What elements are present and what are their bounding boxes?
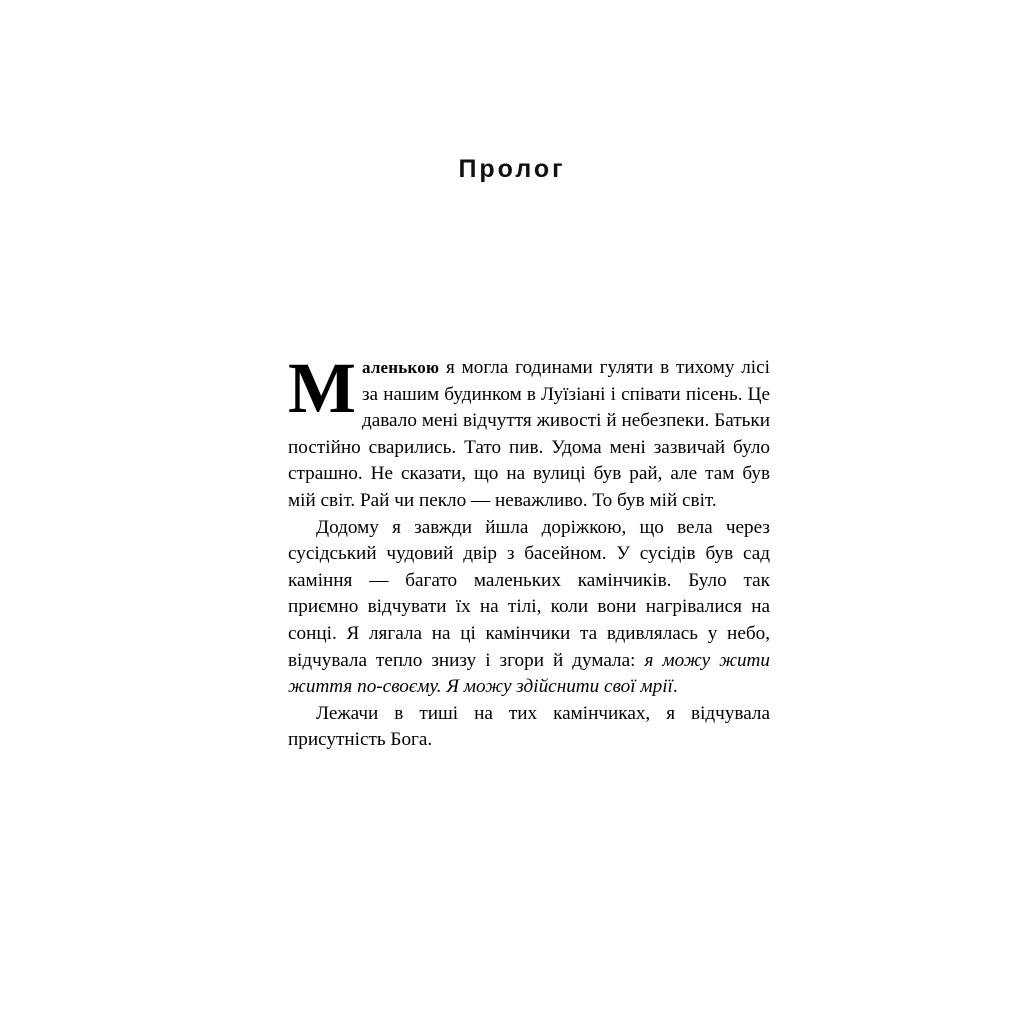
paragraph-3 (288, 701, 770, 754)
drop-cap-letter: М (288, 348, 356, 428)
paragraph-1 (288, 348, 770, 515)
paragraph-2-text-after-italic: . (672, 676, 678, 698)
paragraph-1-text: я могла годинами гуляти в тихому лісі за нашим будинком в Луїзіані і співати пісень. Це давало мені відчуття живості й небезпеки. Батьки постійно сварились. Тато пив. Удома мені зазвичай було страшно. Не сказати, що на вулиці був рай, але там був мій світ. Рай чи пекло — неважливо. То був мій світ. (288, 357, 770, 511)
paragraph-2 (288, 515, 770, 701)
paragraph-3-text: Лежачи в тиші на тих камінчиках, я відчувала присутність Бога. (288, 702, 770, 751)
paragraph-2-text-before-italic: Додому я завжди йшла доріжкою, що вела через сусідський чудовий двір з басейном. У сусідів був сад каміння — багато маленьких камінчиків. Було так приємно відчувати їх на тілі, коли вони нагрівалися на сонці. Я лягала на ці камінчики та вдивлялась у небо, відчувала тепло знизу і згори й думала: (288, 516, 770, 671)
body-text-column (288, 348, 770, 754)
paragraph-1-lead-word: аленькою (361, 358, 440, 377)
paragraph-2-italic-quote: я можу жити життя по-своєму. Я можу здійснити свої мрії (288, 649, 770, 698)
page-title: Пролог (458, 155, 566, 183)
